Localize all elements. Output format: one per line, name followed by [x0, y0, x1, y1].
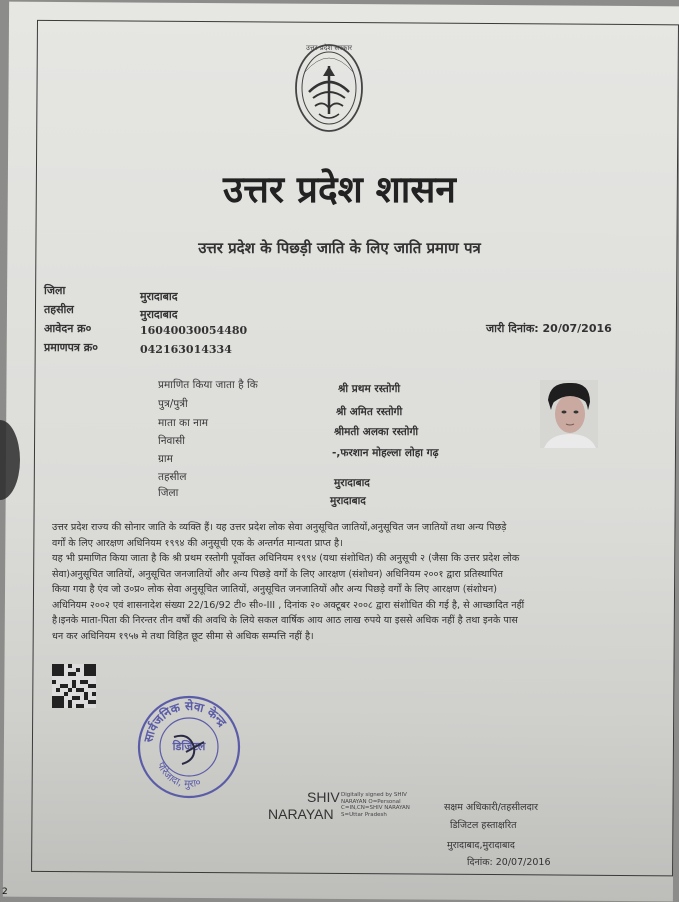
certificate-body-text [52, 520, 592, 644]
signature-detail-line: NARAYAN O=Personal [341, 798, 401, 805]
district-label: जिला [44, 284, 66, 297]
signer-name-line2: NARAYAN [268, 806, 334, 822]
mother-name-label: माता का नाम [158, 417, 208, 429]
resident-value: श्रीमती अलका रस्तोगी [334, 426, 419, 438]
emblem-text: उत्तर प्रदेश सरकार [305, 44, 353, 52]
officer-date: दिनांक: 20/07/2016 [467, 857, 551, 868]
officer-designation: सक्षम अधिकारी/तहसीलदार [444, 802, 538, 813]
body-line: सेवा)अनुसूचित जातियों, अनुसूचित जनजातियों और अन्य पिछड़े वर्गों के लिए आरक्षण (संशोधन) अधिनियम २००१ द्वारा प्रतिस्थापित [52, 568, 503, 580]
stamp-bottom-text: परिजादा, मुरा० [154, 760, 203, 791]
mother-name-value: श्री अमित रस्तोगी [336, 406, 403, 418]
certificate-number-label: प्रमाणपत्र क्र० [44, 341, 98, 354]
signature-detail-line: Digitally signed by SHIV [341, 792, 407, 798]
issue-date: जारी दिनांक: 20/07/2016 [486, 322, 612, 335]
district-value: मुरादाबाद [140, 290, 178, 303]
village-value: -,फरशान मोहल्ला लोहा गढ़ [332, 447, 439, 459]
tehsil2-value: मुरादाबाद [334, 477, 370, 489]
village-label: ग्राम [158, 453, 173, 465]
official-stamp [134, 692, 244, 802]
tehsil-value: मुरादाबाद [140, 308, 178, 321]
body-line: धन कर अधिनियम १९५७ मे तथा विहित छूट सीमा से अधिक सम्पत्ति नहीं है। [52, 630, 314, 642]
certify-intro: प्रमाणित किया जाता है कि [158, 379, 258, 391]
applicant-photo [540, 380, 598, 448]
body-line: उत्तर प्रदेश राज्य की सोनार जाति के व्यक्ति हैं। यह उत्तर प्रदेश लोक सेवा अनुसूचित जातियों,अनुसूचित जन जातियों तथा अन्य पिछड़े [52, 522, 507, 533]
signature-details [341, 792, 410, 818]
signature-detail-line: C=IN,CN=SHIV NARAYAN [341, 805, 410, 811]
district2-label: जिला [158, 487, 179, 499]
body-line: वर्गों के लिए आरक्षण अधिनियम १९९४ की अनुसूची एक के अन्तर्गत मान्यता प्राप्त है। [52, 537, 343, 549]
page-corner-number: 2 [2, 887, 8, 897]
qr-code [52, 664, 96, 708]
up-government-emblem [293, 42, 365, 134]
officer-signed: डिजिटल हस्ताक्षरित [450, 820, 517, 831]
son-daughter-label: पुत्र/पुत्री [158, 398, 188, 410]
application-number-value: 16040030054480 [140, 324, 248, 337]
district2-value: मुरादाबाद [330, 495, 366, 507]
stamp-top-text: सार्वजनिक सेवा केन्द्र [141, 698, 230, 744]
page-title: उत्तर प्रदेश शासन [223, 167, 456, 211]
stamp-center-text: डिजिटल [172, 740, 206, 753]
body-line: किया गया है एंव जो उ०प्र० लोक सेवा अनुसूचित जातियों, अनुसूचित जनजातियों और अन्य पिछड़े वर्गों के लिए आरक्षण (संशोधन) [52, 584, 497, 595]
body-line: है।इनके माता-पिता की निरन्तर तीन वर्षों की अवधि के लिये सकल वार्षिक आय आठ लाख रुपये या इससे अधिक नहीं है तथा इनके पास [52, 615, 518, 626]
son-daughter-value: श्री प्रथम रस्तोगी [338, 383, 401, 395]
tehsil-label: तहसील [44, 303, 74, 316]
body-line: अधिनियम २००२ एवं शासनादेश संख्या 22/16/92 टी० सी०-III , दिनांक २० अक्टूबर २००८ द्वारा संशोधित की गई है, से आच्छादित नहीं [52, 599, 525, 611]
officer-place: मुरादाबाद,मुरादाबाद [447, 840, 515, 851]
signature-detail-line: S=Uttar Pradesh [341, 811, 387, 818]
body-line: यह भी प्रमाणित किया जाता है कि श्री प्रथम रस्तोगी पूर्वोक्त अधिनियम १९९४ (यथा संशोधित) की अनुसूची २ (जैसा कि उत्तर प्रदेश लोक [52, 553, 520, 564]
application-number-label: आवेदन क्र० [44, 322, 92, 335]
tehsil2-label: तहसील [158, 471, 187, 483]
signer-name-line1: SHIV [307, 789, 340, 805]
certificate-subtitle: उत्तर प्रदेश के पिछड़ी जाति के लिए जाति प्रमाण पत्र [198, 239, 481, 257]
resident-label: निवासी [158, 435, 185, 447]
certificate-number-value: 042163014334 [140, 343, 232, 356]
